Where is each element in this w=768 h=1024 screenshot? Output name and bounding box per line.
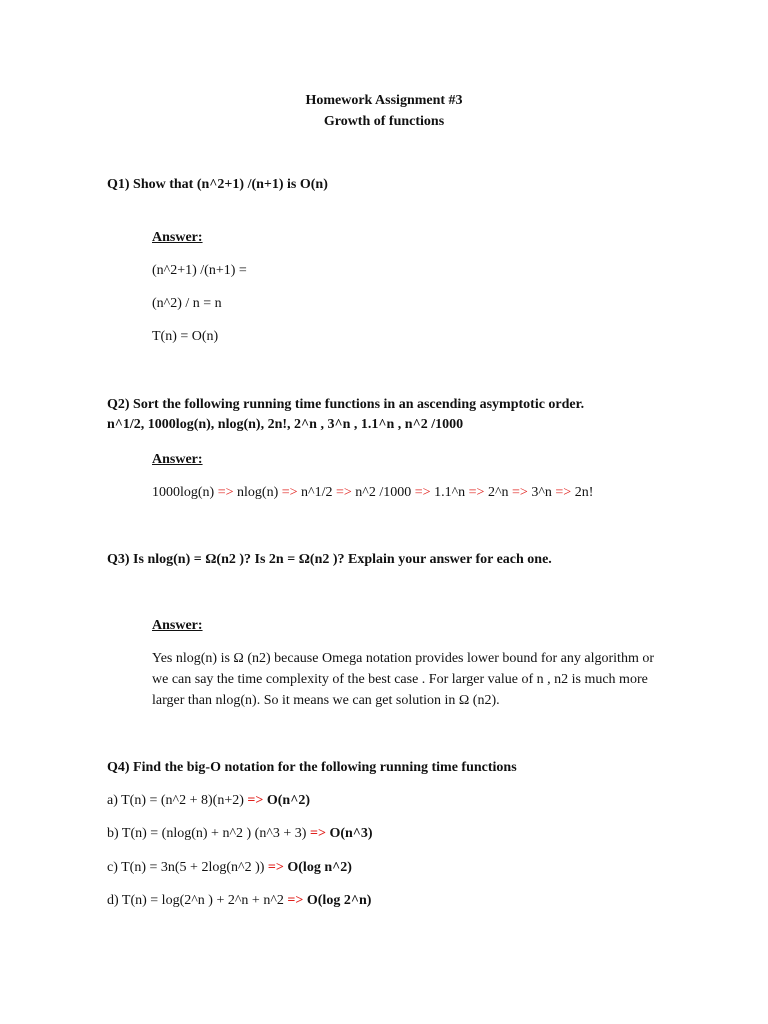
q4-item: [107, 892, 371, 910]
arrow: =>: [309, 826, 326, 841]
page-title: Homework Assignment #3: [305, 93, 463, 108]
order-item: 2n!: [574, 485, 594, 500]
q4-result: O(n^2): [266, 793, 311, 808]
q3-answer: Yes nlog(n) is Ω (n2) because Omega notation provides lower bound for any algorithm or we can say the time complexity of the best case . For larger value of n , n2 is much more larger than nlog(n). So it means we can get solution in Ω (n2).: [152, 651, 654, 708]
order-item: n^2 /1000: [355, 485, 412, 500]
q2-question: Q2) Sort the following running time functions in an ascending asymptotic order.: [107, 397, 585, 412]
q4-expression: b) T(n) = (nlog(n) + n^2 ) (n^3 + 3): [107, 826, 307, 841]
q4-item: [107, 859, 352, 877]
order-item: nlog(n): [237, 485, 279, 500]
q1-answer-line: (n^2) / n = n: [152, 296, 222, 311]
q4-expression: a) T(n) = (n^2 + 8)(n+2): [107, 793, 248, 808]
q4-item: [107, 792, 310, 810]
q3-question: Q3) Is nlog(n) = Ω(n2 )? Is 2n = Ω(n2 )? Explain your answer for each one.: [107, 552, 552, 567]
q3-answer-label: Answer:: [152, 618, 203, 633]
q2-order: [152, 484, 593, 502]
q4-result: O(log n^2): [287, 860, 352, 875]
q2-functions: n^1/2, 1000log(n), nlog(n), 2n!, 2^n , 3^n , 1.1^n , n^2 /1000: [107, 417, 464, 432]
q1-answer-label: Answer:: [152, 230, 203, 245]
q1-answer-line: T(n) = O(n): [152, 329, 219, 344]
q4-question: Q4) Find the big-O notation for the following running time functions: [107, 760, 517, 775]
q2-answer-label: Answer:: [152, 452, 203, 467]
arrow: =>: [512, 485, 528, 500]
order-item: 1.1^n: [434, 485, 466, 500]
q1-answer-line: (n^2+1) /(n+1) =: [152, 263, 247, 278]
arrow: =>: [555, 485, 572, 500]
order-item: 2^n: [487, 485, 509, 500]
arrow: =>: [468, 485, 485, 500]
order-item: 1000log(n): [152, 485, 215, 500]
arrow: =>: [267, 860, 284, 875]
order-item: n^1/2: [301, 485, 333, 500]
order-item: 3^n: [531, 485, 552, 500]
q4-result: O(n^3): [329, 826, 373, 841]
arrow: =>: [414, 485, 431, 500]
q4-result: O(log 2^n): [306, 893, 372, 908]
q4-item: [107, 825, 373, 843]
q4-expression: c) T(n) = 3n(5 + 2log(n^2 )): [107, 860, 265, 875]
arrow: =>: [217, 485, 234, 500]
arrow: =>: [247, 793, 264, 808]
arrow: =>: [336, 485, 352, 500]
q1-question: Q1) Show that (n^2+1) /(n+1) is O(n): [107, 177, 328, 192]
q4-expression: d) T(n) = log(2^n ) + 2^n + n^2: [107, 893, 284, 908]
arrow: =>: [287, 893, 304, 908]
page-subtitle: Growth of functions: [323, 114, 445, 129]
arrow: =>: [281, 485, 298, 500]
